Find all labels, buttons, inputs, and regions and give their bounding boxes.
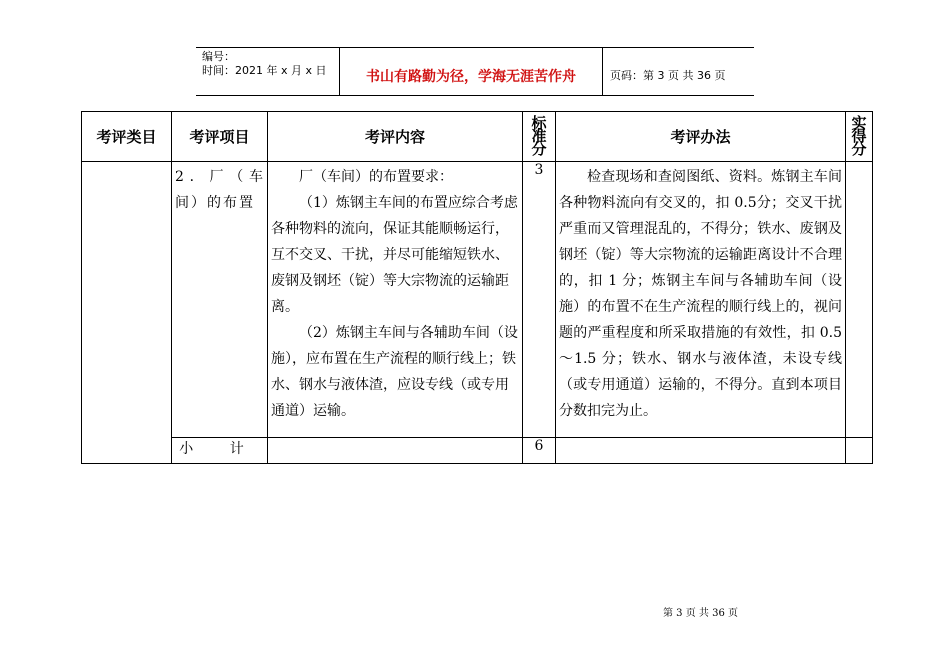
header-content: 考评内容	[268, 112, 523, 162]
method-cell	[556, 162, 846, 438]
header-standard-score: 标 准 分	[523, 112, 556, 162]
content-cell	[268, 162, 523, 438]
method-text: 检查现场和查阅图纸、资料。炼钢主车间各种物料流向有交叉的，扣 0.5分；交叉干扰严重而又管理混乱的，不得分；铁水、废钢及钢坯（锭）等大宗物流的运输距离设计不合理的，扣 1 分；炼钢主车间与各辅助车间（设施）的布置不在生产流程的顺行线上的，视问题的严重程度和所采取措施的有效性，扣 0.5～1.5 分；铁水、钢水与液体渣，未设专线（或专用通道）运输的，不得分。直到本项目分数扣完为止。	[559, 169, 842, 419]
category-cell	[82, 162, 172, 464]
header-divider-right	[602, 47, 603, 96]
content-point-2: （2）炼钢主车间与各辅助车间（设施），应布置在生产流程的顺行线上；铁水、钢水与液体渣，应设专线（或专用通道）运输。	[271, 325, 518, 419]
header-method: 考评办法	[556, 112, 846, 162]
page-footer: 第 3 页 共 36 页	[663, 608, 738, 619]
header-item: 考评项目	[172, 112, 268, 162]
header-motto: 书山有路勤为径，学海无涯苦作舟	[366, 69, 576, 85]
header-top-rule	[196, 47, 754, 48]
item-text: 2．厂（车间）的布置	[175, 169, 265, 211]
subtotal-method-empty	[556, 438, 846, 464]
subtotal-score: 6	[523, 438, 556, 464]
header-actual-score: 实 得 分	[846, 112, 873, 162]
actual-score-cell	[846, 162, 873, 438]
content-point-1: （1）炼钢主车间的布置应综合考虑各种物料的流向，保证其能顺畅运行，互不交叉、干扰，并尽可能缩短铁水、废钢及钢坯（锭）等大宗物流的运输距离。	[271, 195, 518, 315]
subtotal-row	[82, 438, 873, 464]
evaluation-table	[81, 111, 873, 464]
table-row	[82, 162, 873, 438]
content-intro: 厂（车间）的布置要求：	[299, 169, 453, 185]
page-code: 页码：第 3 页 共 36 页	[610, 69, 726, 82]
subtotal-content-empty	[268, 438, 523, 464]
standard-score-cell: 3	[523, 162, 556, 438]
subtotal-label: 小 计	[172, 438, 268, 464]
subtotal-actual-empty	[846, 438, 873, 464]
header-meta	[202, 50, 327, 78]
header-bottom-rule	[196, 95, 754, 96]
header-category: 考评类目	[82, 112, 172, 162]
document-number-label: 编号：	[202, 50, 235, 63]
table-header-row	[82, 112, 873, 162]
page-header	[196, 47, 754, 96]
item-cell	[172, 162, 268, 438]
document-date: 时间：2021 年 x 月 x 日	[202, 64, 327, 77]
